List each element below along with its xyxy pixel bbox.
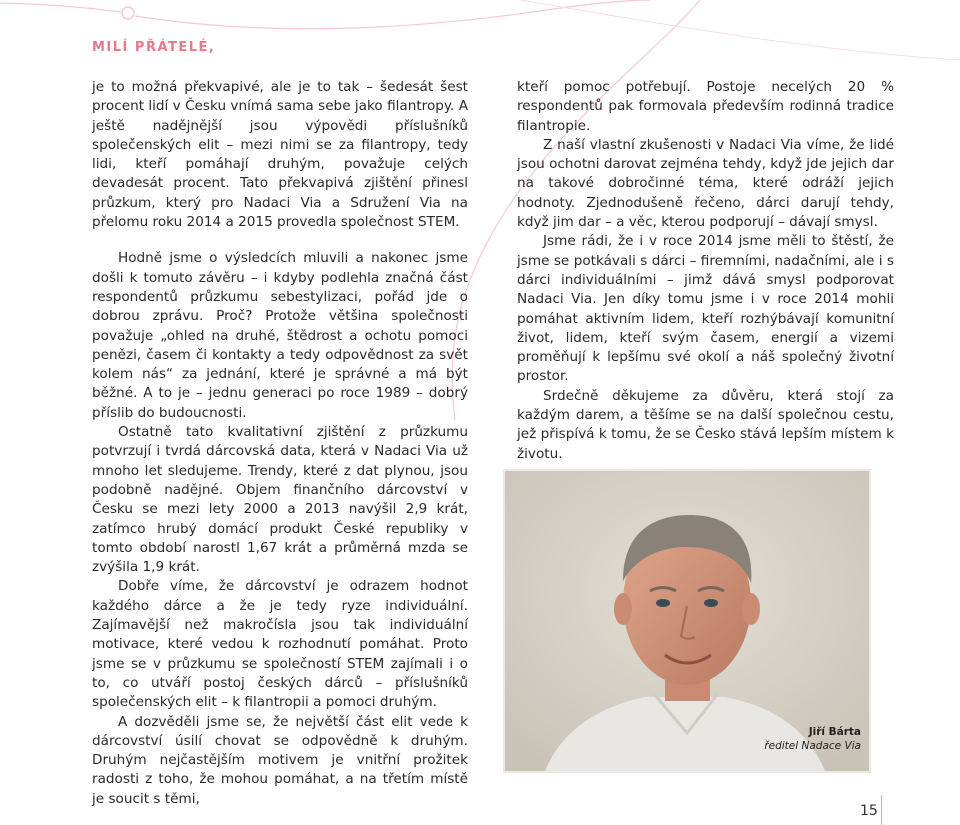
left-text-column — [92, 78, 468, 809]
page-number: 15 — [860, 803, 878, 819]
caption-name: Jiří Bárta — [808, 726, 861, 738]
paragraph: Jsme rádi, že i v roce 2014 jsme měli to štěstí, že jsme se potkávali s dárci – firemními, nadačními, ale i s dárci individuálními – jimž dává smysl podporovat Nadaci Via. Jen díky tomu jsme i v roce 2014 mohli pomáhat aktivním lidem, kteří rozhýbávají komunitní život, lidem, kteří svým časem, energií a vizemi proměňují k lepšímu své okolí a náš společný životní prostor. — [517, 233, 894, 385]
paragraph: kteří pomoc potřebují. Postoje necelých 20 % respondentů pak formovala především rodinná tradice filantropie. — [517, 79, 894, 134]
photo-caption — [764, 725, 861, 753]
decorative-ring — [122, 7, 134, 19]
paragraph: Dobře víme, že dárcovství je odrazem hodnot každého dárce a že je tedy ryze individuální. Zajímavější než makročísla jsou tak individuální motivace, které vedou k rozhodnutí pomáhat. Proto jsme se v průzkumu se společností STEM zajímali i o to, co utváří postoj českých dárců – příslušníků společenských elit – k filantropii a pomoci druhým. — [92, 578, 468, 711]
right-text-column — [517, 78, 894, 464]
paragraph: Z naší vlastní zkušenosti v Nadaci Via víme, že lidé jsou ochotni darovat zejména tehdy, když jde jejich dar na takové dobročinné téma, které odráží jejich hodnoty. Zjednodušeně řečeno, dárci darují tehdy, když jim dar – a věc, kterou podporují – dávají smysl. — [517, 136, 894, 231]
paragraph: je to možná překvapivé, ale je to tak – šedesát šest procent lidí v Česku vnímá sama sebe jako filantropy. A ještě nadějnější jsou výpovědi příslušníků společenských elit – mezi nimi se za filantropy, tedy lidi, kteří pomáhají druhým, považuje celých devadesát procent. Tato překvapivá zjištění přinesl průzkum, který pro Nadaci Via a Sdružení Via na přelomu roku 2014 a 2015 provedla společnost STEM. — [92, 79, 468, 231]
portrait-photo — [503, 469, 871, 773]
caption-role: ředitel Nadace Via — [764, 740, 861, 752]
paragraph: Ostatně tato kvalitativní zjištění z průzkumu potvrzují i tvrdá dárcovská data, která v Nadaci Via už mnoho let sledujeme. Trendy, které z dat plynou, jsou podobně nadějné. Objem finančního dárcovství v Česku se mezi lety 2000 a 2013 navýšil 2,9 krát, zatímco hrubý domácí produkt České republiky v tomto období narostl 1,67 krát a průměrná mzda se zvýšila 1,9 krát. — [92, 424, 468, 576]
page-number-rule — [881, 795, 882, 825]
paragraph: Srdečně děkujeme za důvěru, která stojí za každým darem, a těšíme se na další společnou cestu, jež přispívá k tomu, že se Česko stává lepším místem k životu. — [517, 387, 894, 462]
paragraph: Hodně jsme o výsledcích mluvili a nakonec jsme došli k tomuto závěru – i kdyby podlehla značná část respondentů průzkumu sebestylizaci, pořád jde o dobrou zprávu. Proč? Protože většina společnosti považuje „ohled na druhé, štědrost a ochotu pomoci penězi, časem či kontakty a tedy odpovědnost za svět kolem nás“ za jednání, které je správné a má být běžné. A to je – jednu generaci po roce 1989 – dobrý příslib do budoucnosti. — [92, 250, 468, 421]
page-heading: MILÍ PŘÁTELÉ, — [92, 40, 216, 55]
paragraph: A dozvěděli jsme se, že největší část elit vede k dárcovství úsilí chovat se odpovědně k druhým. Druhým nejčastějším motivem je vnitřní prožitek radosti z toho, že mohou pomáhat, a na třetím místě je soucit s těmi, — [92, 713, 468, 807]
